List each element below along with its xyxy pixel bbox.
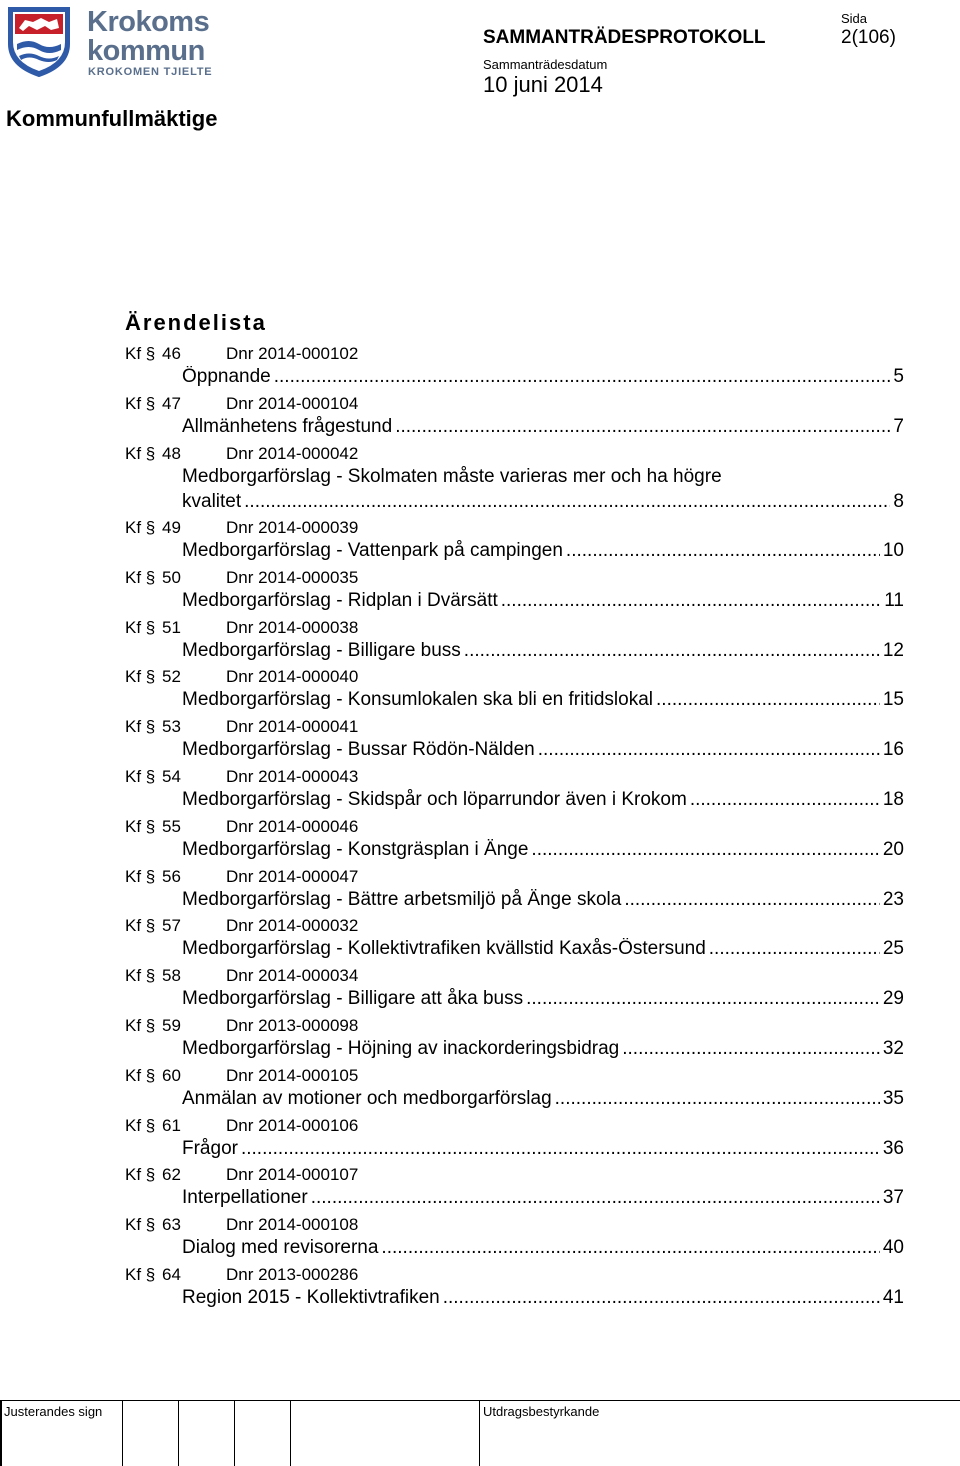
kf-label: Kf § xyxy=(125,966,156,986)
agenda-item xyxy=(0,667,960,717)
item-title: Medborgarförslag - Konstgräsplan i Änge xyxy=(182,838,529,860)
dnr: Dnr 2014-000034 xyxy=(226,966,359,986)
page-ref: 18 xyxy=(882,788,904,810)
kf-label: Kf § xyxy=(125,517,156,537)
page-ref: 16 xyxy=(882,739,904,761)
item-title: kvalitet xyxy=(182,490,242,512)
item-title: Medborgarförslag - Billigare att åka buss xyxy=(182,988,524,1010)
agenda-item xyxy=(0,717,960,767)
agenda-item xyxy=(0,1165,960,1215)
paragraph-number: 62 xyxy=(162,1165,181,1185)
dnr: Dnr 2013-000286 xyxy=(226,1264,359,1284)
agenda-item xyxy=(0,767,960,817)
kf-label: Kf § xyxy=(125,717,156,737)
paragraph-number: 57 xyxy=(162,916,181,936)
kf-label: Kf § xyxy=(125,766,156,786)
item-title: Dialog med revisorerna xyxy=(182,1237,379,1259)
dnr: Dnr 2014-000104 xyxy=(226,393,359,413)
page-ref: 32 xyxy=(882,1037,904,1059)
title-row xyxy=(182,1088,904,1114)
title-row xyxy=(182,839,904,865)
title-row xyxy=(182,689,904,715)
title-row xyxy=(182,789,904,815)
page-ref: 29 xyxy=(882,988,904,1010)
kf-label: Kf § xyxy=(125,1165,156,1185)
paragraph-number: 64 xyxy=(162,1264,181,1284)
item-title: Region 2015 - Kollektivtrafiken xyxy=(182,1286,440,1308)
dot-leader xyxy=(690,789,880,811)
paragraph-number: 58 xyxy=(162,966,181,986)
kf-label: Kf § xyxy=(125,1065,156,1085)
dnr: Dnr 2014-000040 xyxy=(226,667,359,687)
dnr: Dnr 2014-000039 xyxy=(226,517,359,537)
paragraph-number: 46 xyxy=(162,344,181,363)
title-row xyxy=(182,739,904,765)
paragraph-number: 52 xyxy=(162,667,181,687)
paragraph-number: 49 xyxy=(162,517,181,537)
item-title: Medborgarförslag - Billigare buss xyxy=(182,639,461,661)
paragraph-number: 63 xyxy=(162,1215,181,1235)
agenda-item xyxy=(0,518,960,568)
item-title: Medborgarförslag - Höjning av inackorderingsbidrag xyxy=(182,1037,620,1059)
title-row xyxy=(182,640,904,666)
agenda-item xyxy=(0,916,960,966)
paragraph-number: 51 xyxy=(162,617,181,637)
dnr: Dnr 2014-000035 xyxy=(226,567,359,587)
kf-label: Kf § xyxy=(125,617,156,637)
title-row xyxy=(182,491,904,517)
paragraph-number: 61 xyxy=(162,1115,181,1135)
page-ref: 11 xyxy=(884,589,904,611)
dnr: Dnr 2014-000041 xyxy=(226,717,359,737)
page-ref: 7 xyxy=(893,415,904,437)
kf-label: Kf § xyxy=(125,393,156,413)
agenda-item xyxy=(0,618,960,668)
kf-label: Kf § xyxy=(125,916,156,936)
page-ref: 35 xyxy=(882,1087,904,1109)
meeting-date: 10 juni 2014 xyxy=(483,72,603,97)
dot-leader xyxy=(538,739,880,761)
kf-label: Kf § xyxy=(125,443,156,463)
krokom-logo xyxy=(5,4,215,80)
dot-leader xyxy=(531,839,879,861)
footer-sign-box xyxy=(234,1400,291,1466)
paragraph-number: 47 xyxy=(162,393,181,413)
page-ref: 41 xyxy=(882,1286,904,1308)
page-ref: 5 xyxy=(893,366,904,387)
page-ref: 12 xyxy=(882,639,904,661)
dnr: Dnr 2014-000107 xyxy=(226,1165,359,1185)
page-ref: 15 xyxy=(882,689,904,711)
coat-of-arms-icon xyxy=(5,4,73,78)
dnr: Dnr 2014-000108 xyxy=(226,1215,359,1235)
page-ref: 10 xyxy=(882,539,904,561)
paragraph-number: 60 xyxy=(162,1065,181,1085)
title-row xyxy=(182,1237,904,1263)
dot-leader xyxy=(624,889,880,911)
footer-sign-box xyxy=(290,1400,480,1466)
title-row xyxy=(182,1138,904,1164)
page-label: Sida xyxy=(841,11,868,26)
title-row xyxy=(182,889,904,915)
kf-label: Kf § xyxy=(125,816,156,836)
page-ref: 36 xyxy=(882,1137,904,1159)
title-row xyxy=(182,1038,904,1064)
kf-label: Kf § xyxy=(125,1215,156,1235)
page-ref: 8 xyxy=(893,490,904,512)
agenda-item xyxy=(0,568,960,618)
dot-leader xyxy=(526,988,880,1010)
agenda-item xyxy=(0,867,960,917)
title-row xyxy=(182,1187,904,1213)
kf-label: Kf § xyxy=(125,667,156,687)
kf-label: Kf § xyxy=(125,866,156,886)
kf-label: Kf § xyxy=(125,1264,156,1284)
dot-leader xyxy=(501,590,882,612)
kf-label: Kf § xyxy=(125,1115,156,1135)
dnr: Dnr 2014-000032 xyxy=(226,916,359,936)
agenda-item xyxy=(0,1215,960,1265)
item-title: Medborgarförslag - Vattenpark på campingen xyxy=(182,539,563,561)
organ-name: Kommunfullmäktige xyxy=(6,106,218,131)
logo-line-3: KROKOMEN TJIELTE xyxy=(88,66,213,78)
document-type: SAMMANTRÄDESPROTOKOLL xyxy=(483,27,766,48)
agenda-item xyxy=(0,344,960,394)
item-title: Frågor xyxy=(182,1137,238,1159)
justerandes-sign-label: Justerandes sign xyxy=(4,1404,103,1419)
item-title: Medborgarförslag - Bättre arbetsmiljö på Änge skola xyxy=(182,888,622,910)
item-title: Medborgarförslag - Konsumlokalen ska bli en fritidslokal xyxy=(182,689,654,711)
dot-leader xyxy=(443,1287,880,1309)
footer-sign-box xyxy=(122,1400,179,1466)
agenda-item xyxy=(0,1066,960,1116)
title-row xyxy=(182,540,904,566)
agenda-item xyxy=(0,966,960,1016)
item-title: Interpellationer xyxy=(182,1187,308,1209)
signature-footer xyxy=(0,1400,960,1466)
title-row xyxy=(182,416,904,442)
kf-label: Kf § xyxy=(125,344,156,363)
meeting-date-label: Sammanträdesdatum xyxy=(483,57,608,72)
dot-leader xyxy=(656,689,880,711)
paragraph-number: 56 xyxy=(162,866,181,886)
dot-leader xyxy=(566,540,880,562)
dnr: Dnr 2014-000047 xyxy=(226,866,359,886)
item-title: Medborgarförslag - Skidspår och löparrundor även i Krokom xyxy=(182,788,687,810)
dnr: Dnr 2014-000042 xyxy=(226,443,359,463)
dot-leader xyxy=(244,491,890,513)
agenda-item xyxy=(0,1265,960,1315)
paragraph-number: 48 xyxy=(162,443,181,463)
dot-leader xyxy=(241,1138,880,1160)
page-ref: 37 xyxy=(882,1187,904,1209)
dnr: Dnr 2014-000102 xyxy=(226,344,359,363)
dnr: Dnr 2014-000106 xyxy=(226,1115,359,1135)
dot-leader xyxy=(381,1237,879,1259)
paragraph-number: 50 xyxy=(162,567,181,587)
item-title: Medborgarförslag - Bussar Rödön-Nälden xyxy=(182,739,535,761)
item-title: Anmälan av motioner och medborgarförslag xyxy=(182,1087,552,1109)
item-title: Allmänhetens frågestund xyxy=(182,415,393,437)
paragraph-number: 54 xyxy=(162,766,181,786)
agenda-item xyxy=(0,1016,960,1066)
title-row xyxy=(182,590,904,616)
page-ref: 23 xyxy=(882,888,904,910)
item-title: Öppnande xyxy=(182,366,271,387)
title-row xyxy=(182,1287,904,1313)
dot-leader xyxy=(274,366,891,388)
utdragsbestyrkande-label: Utdragsbestyrkande xyxy=(483,1404,600,1419)
dot-leader xyxy=(311,1187,880,1209)
logo-line-1: Krokoms xyxy=(87,6,210,38)
page-ref: 20 xyxy=(882,838,904,860)
agenda-item xyxy=(0,1116,960,1166)
dnr: Dnr 2014-000046 xyxy=(226,816,359,836)
dot-leader xyxy=(395,416,890,438)
item-title: Medborgarförslag - Kollektivtrafiken kvällstid Kaxås-Östersund xyxy=(182,938,706,960)
dnr: Dnr 2013-000098 xyxy=(226,1015,359,1035)
dnr: Dnr 2014-000038 xyxy=(226,617,359,637)
kf-label: Kf § xyxy=(125,1015,156,1035)
page-ref: 25 xyxy=(882,938,904,960)
paragraph-number: 55 xyxy=(162,816,181,836)
agenda-list xyxy=(0,344,960,1315)
footer-sign-box xyxy=(178,1400,235,1466)
logo-line-2: kommun xyxy=(87,35,205,67)
agenda-item xyxy=(0,394,960,444)
kf-label: Kf § xyxy=(125,567,156,587)
page-ref: 40 xyxy=(882,1237,904,1259)
list-title: Ärendelista xyxy=(125,310,267,335)
item-title-line-1: Medborgarförslag - Skolmaten måste varieras mer och ha högre xyxy=(182,465,722,487)
title-row xyxy=(182,988,904,1014)
page-number: 2(106) xyxy=(841,27,896,48)
item-title: Medborgarförslag - Ridplan i Dvärsätt xyxy=(182,589,498,611)
dot-leader xyxy=(464,640,880,662)
agenda-item xyxy=(0,817,960,867)
title-row xyxy=(182,366,904,392)
agenda-item xyxy=(0,444,960,518)
paragraph-number: 59 xyxy=(162,1015,181,1035)
paragraph-number: 53 xyxy=(162,717,181,737)
title-row xyxy=(182,938,904,964)
dot-leader xyxy=(622,1038,880,1060)
dnr: Dnr 2014-000043 xyxy=(226,766,359,786)
dot-leader xyxy=(555,1088,880,1110)
dot-leader xyxy=(709,938,880,960)
dnr: Dnr 2014-000105 xyxy=(226,1065,359,1085)
